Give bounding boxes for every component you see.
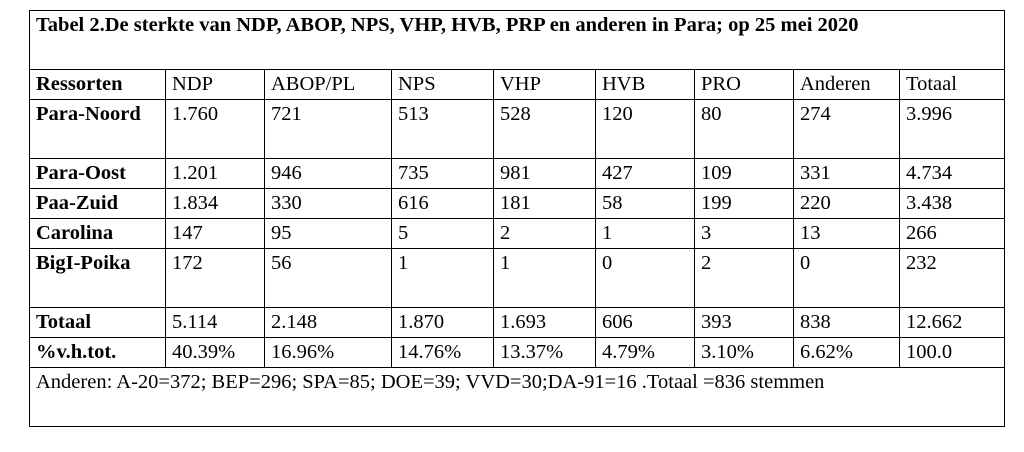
- table-cell: 981: [494, 159, 596, 189]
- row-label: Carolina: [30, 219, 166, 249]
- column-header: PRO: [695, 70, 794, 100]
- table-cell: 199: [695, 189, 794, 219]
- table-cell: 2: [494, 219, 596, 249]
- row-label: %v.h.tot.: [30, 338, 166, 368]
- table-cell: 80: [695, 100, 794, 159]
- table-cell: 147: [166, 219, 265, 249]
- table-cell: 58: [596, 189, 695, 219]
- table-cell: 393: [695, 308, 794, 338]
- table-cell: 14.76%: [392, 338, 494, 368]
- table-cell: 3: [695, 219, 794, 249]
- table-cell: 721: [265, 100, 392, 159]
- row-label: Para-Noord: [30, 100, 166, 159]
- table-cell: 3.996: [900, 100, 1005, 159]
- row-label: BigI-Poika: [30, 249, 166, 308]
- table-cell: 1.870: [392, 308, 494, 338]
- table-cell: 172: [166, 249, 265, 308]
- table-cell: 40.39%: [166, 338, 265, 368]
- row-label: Para-Oost: [30, 159, 166, 189]
- table-cell: 109: [695, 159, 794, 189]
- table-cell: 4.734: [900, 159, 1005, 189]
- strength-table: [29, 10, 1005, 427]
- column-header: NPS: [392, 70, 494, 100]
- table-cell: 120: [596, 100, 695, 159]
- table-title: Tabel 2.De sterkte van NDP, ABOP, NPS, VHP, HVB, PRP en anderen in Para; op 25 mei 2020: [30, 11, 1005, 70]
- table-cell: 4.79%: [596, 338, 695, 368]
- table-cell: 274: [794, 100, 900, 159]
- table-cell: 13: [794, 219, 900, 249]
- column-header: NDP: [166, 70, 265, 100]
- table-cell: 12.662: [900, 308, 1005, 338]
- table-row: [30, 100, 1005, 159]
- table-cell: 16.96%: [265, 338, 392, 368]
- table-cell: 427: [596, 159, 695, 189]
- table-cell: 266: [900, 219, 1005, 249]
- table-cell: 0: [596, 249, 695, 308]
- table-cell: 838: [794, 308, 900, 338]
- table-cell: 1.834: [166, 189, 265, 219]
- table-cell: 181: [494, 189, 596, 219]
- table-cell: 3.438: [900, 189, 1005, 219]
- table-cell: 1.760: [166, 100, 265, 159]
- table-cell: 220: [794, 189, 900, 219]
- table-cell: 1: [596, 219, 695, 249]
- column-header: Totaal: [900, 70, 1005, 100]
- total-row: [30, 308, 1005, 338]
- column-header: ABOP/PL: [265, 70, 392, 100]
- table-cell: 330: [265, 189, 392, 219]
- table-cell: 5.114: [166, 308, 265, 338]
- table-row: [30, 219, 1005, 249]
- table-cell: 1.201: [166, 159, 265, 189]
- row-label: Paa-Zuid: [30, 189, 166, 219]
- table-row: [30, 159, 1005, 189]
- table-cell: 0: [794, 249, 900, 308]
- table-cell: 528: [494, 100, 596, 159]
- column-header: Ressorten: [30, 70, 166, 100]
- table-cell: 56: [265, 249, 392, 308]
- column-header: VHP: [494, 70, 596, 100]
- header-row: [30, 70, 1005, 100]
- table-cell: 1: [494, 249, 596, 308]
- table-cell: 13.37%: [494, 338, 596, 368]
- table-footnote: Anderen: A-20=372; BEP=296; SPA=85; DOE=39; VVD=30;DA-91=16 .Totaal =836 stemmen: [30, 368, 1005, 427]
- percentage-row: [30, 338, 1005, 368]
- column-header: HVB: [596, 70, 695, 100]
- table-cell: 5: [392, 219, 494, 249]
- table-cell: 232: [900, 249, 1005, 308]
- table-cell: 2.148: [265, 308, 392, 338]
- table-cell: 6.62%: [794, 338, 900, 368]
- table-row: [30, 189, 1005, 219]
- table-cell: 1.693: [494, 308, 596, 338]
- table-cell: 616: [392, 189, 494, 219]
- row-label: Totaal: [30, 308, 166, 338]
- table-cell: 946: [265, 159, 392, 189]
- table-cell: 1: [392, 249, 494, 308]
- table-cell: 2: [695, 249, 794, 308]
- table-cell: 95: [265, 219, 392, 249]
- table-cell: 513: [392, 100, 494, 159]
- table-row: [30, 249, 1005, 308]
- table-cell: 100.0: [900, 338, 1005, 368]
- table-cell: 606: [596, 308, 695, 338]
- table-cell: 331: [794, 159, 900, 189]
- table-cell: 3.10%: [695, 338, 794, 368]
- column-header: Anderen: [794, 70, 900, 100]
- table-cell: 735: [392, 159, 494, 189]
